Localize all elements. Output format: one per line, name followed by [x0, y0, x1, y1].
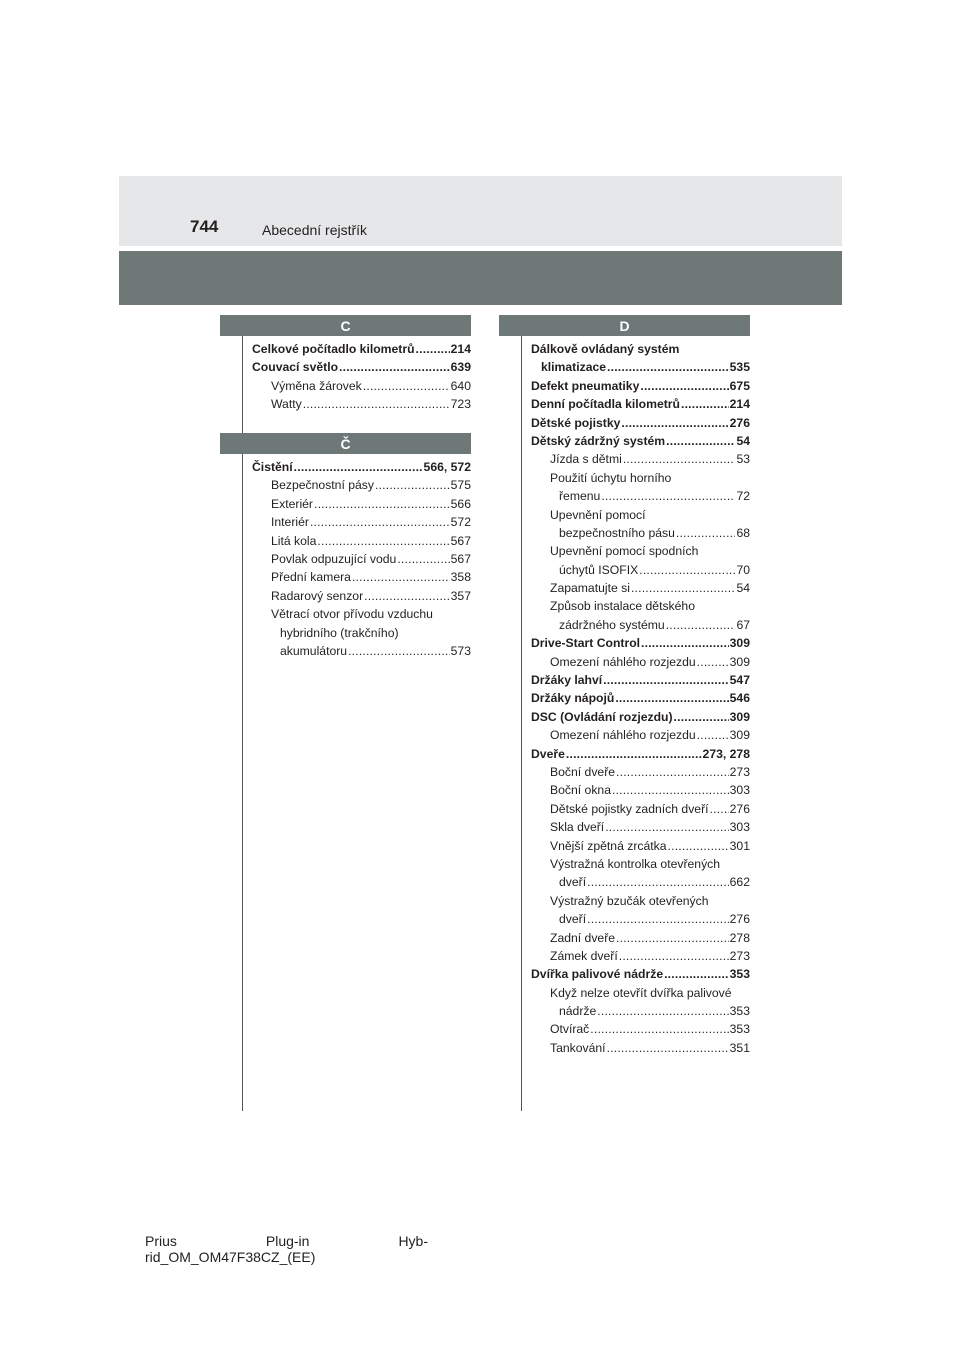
leader-dots: [639, 561, 735, 579]
entry-page: 575: [450, 478, 471, 493]
leader-dots: [590, 1020, 728, 1038]
leader-dots: [597, 1002, 728, 1020]
letter-header-d: D: [499, 315, 750, 336]
leader-dots: [640, 377, 728, 395]
header-band: [119, 176, 842, 246]
entry-page: 640: [450, 378, 471, 393]
entry-text: Vnější zpětná zrcátka: [550, 838, 667, 853]
entry-page: 353: [729, 1022, 750, 1037]
index-entry: [531, 929, 750, 947]
index-entry: [531, 1020, 750, 1038]
entry-text: Výstražný bzučák otevřených: [550, 893, 709, 908]
entry-text: Dvířka palivové nádrže: [531, 967, 664, 982]
leader-dots: [619, 947, 729, 965]
index-entry: [531, 892, 750, 910]
entry-page: 309: [729, 728, 750, 743]
index-entry: [531, 377, 750, 395]
index-entry: [252, 358, 471, 376]
leader-dots: [397, 550, 449, 568]
leader-dots: [697, 726, 729, 744]
leader-dots: [294, 458, 423, 476]
leader-dots: [616, 763, 729, 781]
index-entry: [531, 469, 750, 487]
entry-text: Zámek dveří: [550, 948, 618, 963]
entry-text: DSC (Ovládání rozjezdu): [531, 709, 673, 724]
entry-page: 273: [729, 764, 750, 779]
entry-text: Litá kola: [271, 533, 317, 548]
entry-text: Interiér: [271, 515, 309, 530]
entry-page: 639: [450, 360, 471, 375]
index-entry: [531, 910, 750, 928]
index-entry: [252, 495, 471, 513]
index-list-c: [252, 340, 471, 414]
index-entry: [531, 965, 750, 983]
footer-variant: Plug-in: [265, 1233, 310, 1249]
index-entry: [531, 340, 750, 358]
entry-page: 54: [736, 433, 750, 448]
index-entry: [531, 414, 750, 432]
entry-page: 214: [729, 397, 750, 412]
entry-text: hybridního (trakčního): [280, 625, 399, 640]
index-entry: [252, 458, 471, 476]
entry-text: Když nelze otevřít dvířka palivové: [550, 985, 732, 1000]
entry-text: Výstražná kontrolka otevřených: [550, 856, 721, 871]
index-entry: [531, 689, 750, 707]
entry-page: 573: [450, 643, 471, 658]
index-list-c-caron: [252, 458, 471, 660]
entry-page: 309: [729, 636, 750, 651]
index-entry: [252, 395, 471, 413]
entry-page: 351: [729, 1040, 750, 1055]
entry-text: Dětské pojistky: [531, 415, 621, 430]
entry-page: 309: [729, 709, 750, 724]
leader-dots: [603, 671, 729, 689]
index-entry: [531, 781, 750, 799]
index-entry: [252, 587, 471, 605]
index-entry: [531, 561, 750, 579]
entry-page: 353: [729, 967, 750, 982]
leader-dots: [416, 340, 450, 358]
index-entry: [531, 1002, 750, 1020]
footer-model: Prius: [145, 1233, 177, 1249]
leader-dots: [587, 873, 729, 891]
index-entry: [531, 432, 750, 450]
entry-text: Defekt pneumatiky: [531, 378, 640, 393]
entry-page: 53: [736, 452, 750, 467]
entry-page: 214: [450, 342, 471, 356]
leader-dots: [587, 910, 729, 928]
entry-text: Celkové počítadlo kilometrů: [252, 342, 415, 356]
entry-text: Drive-Start Control: [531, 636, 641, 651]
index-entry: [531, 597, 750, 615]
entry-page: 358: [450, 570, 471, 585]
index-entry: [531, 708, 750, 726]
leader-dots: [674, 708, 729, 726]
entry-page: 278: [729, 930, 750, 945]
index-entry: [531, 745, 750, 763]
index-entry: [252, 340, 471, 358]
index-entry: [531, 855, 750, 873]
entry-text: Jízda s dětmi: [550, 452, 622, 467]
entry-page: 276: [729, 801, 750, 816]
index-entry: [531, 873, 750, 891]
leader-dots: [612, 781, 729, 799]
entry-text: úchytů ISOFIX: [559, 562, 639, 577]
leader-dots: [641, 634, 729, 652]
leader-dots: [621, 414, 728, 432]
entry-text: Zadní dveře: [550, 930, 616, 945]
entry-page: 567: [450, 533, 471, 548]
entry-page: 67: [736, 617, 750, 632]
index-entry: [531, 984, 750, 1002]
entry-text: Radarový senzor: [271, 588, 364, 603]
index-entry: [252, 550, 471, 568]
index-entry: [252, 642, 471, 660]
leader-dots: [607, 358, 729, 376]
page-title: Abecední rejstřík: [262, 222, 368, 238]
entry-page: 546: [729, 691, 750, 706]
entry-text: Otvírač: [550, 1022, 590, 1037]
entry-text: bezpečnostního pásu: [559, 525, 675, 540]
leader-dots: [339, 358, 450, 376]
entry-text: Použití úchytu horního: [550, 470, 672, 485]
index-entry: [531, 358, 750, 376]
letter-header-c-caron: Č: [220, 433, 471, 454]
entry-text: Způsob instalace dětského: [550, 599, 695, 614]
entry-text: Tankování: [550, 1040, 606, 1055]
entry-page: 72: [736, 489, 750, 504]
index-entry: [531, 450, 750, 468]
entry-page: 572: [450, 515, 471, 530]
entry-text: Zapamatujte si: [550, 581, 630, 596]
entry-page: 54: [736, 581, 750, 596]
index-entry: [531, 634, 750, 652]
leader-dots: [623, 450, 736, 468]
index-entry: [531, 524, 750, 542]
leader-dots: [681, 395, 729, 413]
footer: [145, 1233, 428, 1265]
leader-dots: [348, 642, 450, 660]
leader-dots: [616, 929, 729, 947]
leader-dots: [310, 513, 450, 531]
index-entry: [252, 605, 471, 623]
entry-page: 535: [729, 360, 750, 375]
index-entry: [531, 542, 750, 560]
leader-dots: [666, 616, 736, 634]
leader-dots: [676, 524, 736, 542]
entry-text: Výměna žárovek: [271, 378, 362, 393]
entry-page: 547: [729, 673, 750, 688]
index-entry: [531, 726, 750, 744]
leader-dots: [605, 818, 728, 836]
index-entry: [531, 800, 750, 818]
entry-text: Upevnění pomocí spodních: [550, 544, 699, 559]
entry-text: akumulátoru: [280, 643, 348, 658]
index-entry: [531, 487, 750, 505]
entry-page: 276: [729, 912, 750, 927]
entry-page: 675: [729, 378, 750, 393]
entry-text: dveří: [559, 912, 587, 927]
leader-dots: [317, 532, 449, 550]
entry-page: 353: [729, 1004, 750, 1019]
entry-text: klimatizace: [541, 360, 607, 375]
entry-page: 723: [450, 397, 471, 412]
leader-dots: [566, 745, 702, 763]
index-entry: [531, 837, 750, 855]
entry-text: Povlak odpuzující vodu: [271, 551, 397, 566]
index-entry: [531, 579, 750, 597]
entry-text: Couvací světlo: [252, 360, 339, 375]
leader-dots: [303, 395, 450, 413]
index-entry: [531, 616, 750, 634]
entry-text: Upevnění pomocí: [550, 507, 646, 522]
leader-dots: [664, 965, 729, 983]
page-number: 744: [190, 217, 219, 236]
index-entry: [531, 671, 750, 689]
entry-text: Omezení náhlého rozjezdu: [550, 728, 696, 743]
entry-text: Exteriér: [271, 496, 313, 511]
entry-text: dveří: [559, 875, 587, 890]
index-entry: [252, 377, 471, 395]
entry-page: 566, 572: [423, 460, 471, 474]
entry-text: Dětský zádržný systém: [531, 433, 666, 448]
index-entry: [531, 653, 750, 671]
index-entry: [531, 1039, 750, 1057]
leader-dots: [668, 837, 729, 855]
index-entry: [531, 763, 750, 781]
entry-text: Držáky lahví: [531, 673, 603, 688]
leader-dots: [364, 587, 450, 605]
index-entry: [252, 568, 471, 586]
entry-text: nádrže: [559, 1004, 597, 1019]
entry-text: Dětské pojistky zadních dveří: [550, 801, 709, 816]
index-entry: [252, 532, 471, 550]
column-rule-right: [521, 336, 522, 1111]
entry-text: Přední kamera: [271, 570, 351, 585]
entry-page: 357: [450, 588, 471, 603]
footer-code: rid_OM_OM47F38CZ_(EE): [145, 1249, 316, 1265]
entry-page: 276: [729, 415, 750, 430]
index-entry: [531, 395, 750, 413]
leader-dots: [601, 487, 735, 505]
entry-text: Čistění: [252, 460, 293, 474]
entry-page: 303: [729, 783, 750, 798]
entry-page: 303: [729, 820, 750, 835]
entry-text: Boční dveře: [550, 764, 616, 779]
index-entry: [252, 624, 471, 642]
entry-text: Skla dveří: [550, 820, 605, 835]
leader-dots: [631, 579, 736, 597]
leader-dots: [363, 377, 450, 395]
leader-dots: [352, 568, 450, 586]
index-entry: [531, 506, 750, 524]
entry-text: Bezpečnostní pásy: [271, 478, 374, 493]
entry-text: Omezení náhlého rozjezdu: [550, 654, 696, 669]
entry-text: zádržného systému: [559, 617, 665, 632]
entry-page: 566: [450, 496, 471, 511]
letter-header-c: C: [220, 315, 471, 336]
index-list-d: [531, 340, 750, 1057]
footer-type: Hyb-: [398, 1233, 428, 1249]
entry-text: Větrací otvor přívodu vzduchu: [271, 607, 433, 622]
entry-text: řemenu: [559, 489, 601, 504]
entry-page: 567: [450, 551, 471, 566]
entry-text: Dveře: [531, 746, 565, 761]
index-entry: [252, 513, 471, 531]
index-entry: [252, 476, 471, 494]
leader-dots: [710, 800, 729, 818]
entry-text: Dálkově ovládaný systém: [531, 342, 680, 356]
index-entry: [531, 947, 750, 965]
entry-text: Watty: [271, 397, 302, 412]
entry-page: 273: [729, 948, 750, 963]
leader-dots: [607, 1039, 729, 1057]
entry-page: 70: [736, 562, 750, 577]
entry-page: 309: [729, 654, 750, 669]
entry-page: 68: [736, 525, 750, 540]
leader-dots: [375, 476, 450, 494]
leader-dots: [314, 495, 450, 513]
leader-dots: [697, 653, 729, 671]
leader-dots: [666, 432, 735, 450]
entry-text: Držáky nápojů: [531, 691, 615, 706]
header-dark-band: [119, 251, 842, 305]
leader-dots: [615, 689, 728, 707]
index-entry: [531, 818, 750, 836]
entry-page: 301: [729, 838, 750, 853]
entry-text: Denní počítadla kilometrů: [531, 397, 680, 412]
entry-page: 662: [729, 875, 750, 890]
entry-text: Boční okna: [550, 783, 611, 798]
entry-page: 273, 278: [702, 746, 750, 761]
